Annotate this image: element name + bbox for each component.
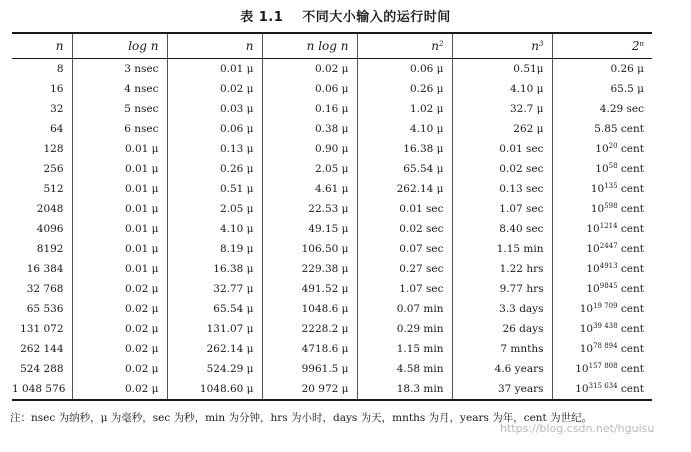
table-cell: 18.3 min bbox=[357, 379, 452, 400]
table-cell: 26 days bbox=[452, 319, 552, 339]
table-cell: 1.07 sec bbox=[357, 279, 452, 299]
table-cell: 106.50 μ bbox=[262, 239, 357, 259]
table-cell: 0.02 μ bbox=[72, 359, 167, 379]
table-row bbox=[12, 379, 652, 400]
table-cell: 0.02 sec bbox=[357, 219, 452, 239]
table-body bbox=[12, 59, 652, 401]
unit-label: cent bbox=[617, 323, 644, 335]
table-cell: 0.51μ bbox=[452, 59, 552, 80]
column-header-two-pow-n bbox=[552, 33, 652, 59]
unit-label: cent bbox=[617, 263, 644, 275]
unit-label: cent bbox=[617, 203, 644, 215]
table-cell: 32 bbox=[50, 103, 64, 115]
table-cell: 0.26 μ bbox=[552, 59, 652, 80]
unit-label: cent bbox=[617, 363, 644, 375]
table-cell: 0.26 μ bbox=[167, 159, 262, 179]
column-header-exponent: 3 bbox=[539, 40, 544, 48]
column-header-log-n bbox=[72, 33, 167, 59]
power-exponent: 135 bbox=[604, 182, 618, 190]
table-row bbox=[12, 99, 652, 119]
table-cell: 16 384 bbox=[26, 263, 64, 275]
unit-label: cent bbox=[617, 143, 644, 155]
table-cell: 0.03 μ bbox=[167, 99, 262, 119]
table-cell: 1.15 min bbox=[357, 339, 452, 359]
table-cell: 0.02 μ bbox=[262, 59, 357, 80]
table-cell: 9.77 hrs bbox=[452, 279, 552, 299]
table-cell: 0.16 μ bbox=[262, 99, 357, 119]
table-cell: 0.07 sec bbox=[357, 239, 452, 259]
power-exponent: 4913 bbox=[599, 262, 618, 270]
table-cell: 49.15 μ bbox=[262, 219, 357, 239]
table-cell bbox=[552, 219, 652, 239]
table-cell: 65.54 μ bbox=[357, 159, 452, 179]
table-cell: 131 072 bbox=[20, 323, 64, 335]
table-row bbox=[12, 119, 652, 139]
table-cell: 2.05 μ bbox=[262, 159, 357, 179]
table-cell: 0.01 sec bbox=[357, 199, 452, 219]
table-cell bbox=[552, 359, 652, 379]
table-cell: 4 nsec bbox=[72, 79, 167, 99]
table-cell: 32.77 μ bbox=[167, 279, 262, 299]
table-cell: 65.54 μ bbox=[167, 299, 262, 319]
power-base: 10 bbox=[579, 303, 594, 315]
table-cell: 262 μ bbox=[452, 119, 552, 139]
table-cell: 2228.2 μ bbox=[262, 319, 357, 339]
table-cell: 0.02 μ bbox=[72, 299, 167, 319]
column-header-n-cubed bbox=[452, 33, 552, 59]
power-base: 10 bbox=[595, 143, 609, 155]
table-cell: 1.02 μ bbox=[357, 99, 452, 119]
column-header-base: log n bbox=[128, 39, 159, 53]
table-cell: 1048.6 μ bbox=[262, 299, 357, 319]
table-cell: 0.01 μ bbox=[72, 239, 167, 259]
table-cell bbox=[552, 279, 652, 299]
table-cell: 0.02 μ bbox=[72, 319, 167, 339]
table-cell: 0.38 μ bbox=[262, 119, 357, 139]
table-cell: 22.53 μ bbox=[262, 199, 357, 219]
table-cell bbox=[552, 139, 652, 159]
table-cell: 0.26 μ bbox=[357, 79, 452, 99]
column-header-base: n log n bbox=[306, 39, 349, 53]
table-cell: 0.29 min bbox=[357, 319, 452, 339]
table-row bbox=[12, 139, 652, 159]
column-header-n bbox=[12, 33, 72, 59]
column-header-base: n bbox=[431, 39, 440, 53]
table-cell: 1 048 576 bbox=[12, 383, 66, 395]
table-cell: 0.13 sec bbox=[452, 179, 552, 199]
footnote: 注：nsec 为纳秒，μ 为毫秒，sec 为秒，min 为分钟，hrs 为小时，days 为天，mnths 为月，years 为年，cent 为世纪。 bbox=[10, 412, 593, 424]
table-cell: 7 mnths bbox=[452, 339, 552, 359]
table-cell: 0.90 μ bbox=[262, 139, 357, 159]
table-cell: 16 bbox=[50, 83, 64, 95]
power-base: 10 bbox=[590, 203, 605, 215]
table-cell: 262.14 μ bbox=[167, 339, 262, 359]
table-row bbox=[12, 239, 652, 259]
column-header-exponent: 2 bbox=[439, 40, 444, 48]
table-cell bbox=[552, 319, 652, 339]
column-header-base: 2 bbox=[631, 39, 640, 53]
table-cell: 32 768 bbox=[26, 283, 64, 295]
table-cell: 524 288 bbox=[20, 363, 64, 375]
table-row bbox=[12, 359, 652, 379]
power-base: 10 bbox=[590, 183, 605, 195]
table-cell: 64 bbox=[50, 123, 64, 135]
table-cell: 2.05 μ bbox=[167, 199, 262, 219]
table-cell: 16.38 μ bbox=[357, 139, 452, 159]
column-header-exponent: n bbox=[639, 40, 644, 48]
power-exponent: 39 438 bbox=[593, 322, 618, 330]
unit-label: cent bbox=[617, 303, 644, 315]
table-cell bbox=[552, 379, 652, 400]
table-cell: 262 144 bbox=[20, 343, 64, 355]
table-cell: 5.85 cent bbox=[552, 119, 652, 139]
table-cell: 0.01 μ bbox=[72, 219, 167, 239]
table-title: 不同大小输入的运行时间 bbox=[302, 10, 451, 25]
table-cell bbox=[552, 159, 652, 179]
table-cell: 524.29 μ bbox=[167, 359, 262, 379]
table-cell: 0.01 μ bbox=[72, 139, 167, 159]
table-number: 表 1.1 bbox=[240, 10, 284, 25]
table-row bbox=[12, 159, 652, 179]
table-cell: 0.01 μ bbox=[72, 259, 167, 279]
table-caption bbox=[0, 6, 691, 25]
table-cell bbox=[552, 339, 652, 359]
table-cell: 65 536 bbox=[26, 303, 64, 315]
table-cell: 128 bbox=[43, 143, 64, 155]
table-cell: 0.06 μ bbox=[167, 119, 262, 139]
table-cell bbox=[552, 259, 652, 279]
table-cell: 5 nsec bbox=[72, 99, 167, 119]
table-row bbox=[12, 279, 652, 299]
power-exponent: 1214 bbox=[599, 222, 618, 230]
power-exponent: 58 bbox=[608, 162, 618, 170]
power-exponent: 598 bbox=[604, 202, 618, 210]
table-cell: 0.06 μ bbox=[262, 79, 357, 99]
table-cell: 0.01 μ bbox=[72, 159, 167, 179]
table-row bbox=[12, 79, 652, 99]
unit-label: cent bbox=[617, 243, 644, 255]
power-exponent: 2447 bbox=[599, 242, 618, 250]
table-cell: 0.06 μ bbox=[357, 59, 452, 80]
table-cell: 4.6 years bbox=[452, 359, 552, 379]
table-row bbox=[12, 299, 652, 319]
header-row bbox=[12, 33, 652, 59]
table-cell: 491.52 μ bbox=[262, 279, 357, 299]
table-cell: 20 972 μ bbox=[262, 379, 357, 400]
table-cell: 4.10 μ bbox=[167, 219, 262, 239]
unit-label: cent bbox=[617, 283, 644, 295]
unit-label: cent bbox=[617, 343, 644, 355]
table-cell bbox=[552, 299, 652, 319]
table-cell: 262.14 μ bbox=[357, 179, 452, 199]
column-header-n-log-n bbox=[262, 33, 357, 59]
table-cell: 4.58 min bbox=[357, 359, 452, 379]
table-cell: 0.51 μ bbox=[167, 179, 262, 199]
table-cell: 3 nsec bbox=[72, 59, 167, 80]
table-cell: 1048.60 μ bbox=[167, 379, 262, 400]
table-cell: 0.13 μ bbox=[167, 139, 262, 159]
table-cell: 0.02 μ bbox=[167, 79, 262, 99]
power-base: 10 bbox=[595, 163, 609, 175]
table-row bbox=[12, 319, 652, 339]
power-base: 10 bbox=[586, 223, 600, 235]
table-cell: 512 bbox=[43, 183, 64, 195]
table-cell: 0.01 μ bbox=[167, 59, 262, 80]
table-cell: 0.07 min bbox=[357, 299, 452, 319]
column-header-linear-n bbox=[167, 33, 262, 59]
table-cell: 0.01 μ bbox=[72, 179, 167, 199]
power-base: 10 bbox=[586, 243, 600, 255]
table-cell: 4.10 μ bbox=[452, 79, 552, 99]
table-cell: 8 bbox=[56, 63, 64, 75]
unit-label: cent bbox=[617, 383, 644, 395]
table-cell: 4.61 μ bbox=[262, 179, 357, 199]
table-cell: 8.19 μ bbox=[167, 239, 262, 259]
table-cell: 32.7 μ bbox=[452, 99, 552, 119]
table-cell: 2048 bbox=[36, 203, 64, 215]
table-cell: 16.38 μ bbox=[167, 259, 262, 279]
power-base: 10 bbox=[579, 343, 594, 355]
table-cell: 4.29 sec bbox=[552, 99, 652, 119]
power-exponent: 315 634 bbox=[588, 382, 618, 390]
runtime-table bbox=[12, 32, 652, 401]
table-cell: 4718.6 μ bbox=[262, 339, 357, 359]
table-cell bbox=[552, 179, 652, 199]
unit-label: cent bbox=[617, 223, 644, 235]
column-header-n-squared bbox=[357, 33, 452, 59]
power-exponent: 78 894 bbox=[593, 342, 618, 350]
table-cell: 8192 bbox=[36, 243, 64, 255]
unit-label: cent bbox=[617, 163, 644, 175]
table-cell: 0.02 μ bbox=[72, 339, 167, 359]
column-header-base: n bbox=[245, 39, 254, 53]
table-cell: 65.5 μ bbox=[552, 79, 652, 99]
table-cell: 9961.5 μ bbox=[262, 359, 357, 379]
power-exponent: 157 808 bbox=[588, 362, 618, 370]
table-cell: 131.07 μ bbox=[167, 319, 262, 339]
table-cell: 1.07 sec bbox=[452, 199, 552, 219]
table-cell: 0.01 sec bbox=[452, 139, 552, 159]
power-exponent: 20 bbox=[608, 142, 618, 150]
table-cell: 0.02 μ bbox=[72, 279, 167, 299]
power-base: 10 bbox=[575, 383, 589, 395]
column-header-base: n bbox=[531, 39, 540, 53]
table-cell: 6 nsec bbox=[72, 119, 167, 139]
column-header-base: n bbox=[55, 39, 64, 53]
power-base: 10 bbox=[586, 263, 600, 275]
table-cell: 0.02 sec bbox=[452, 159, 552, 179]
table-cell: 8.40 sec bbox=[452, 219, 552, 239]
table-row bbox=[12, 59, 652, 80]
table-cell: 0.02 μ bbox=[72, 379, 167, 400]
table-cell: 1.15 min bbox=[452, 239, 552, 259]
table-row bbox=[12, 179, 652, 199]
table-cell: 0.01 μ bbox=[72, 199, 167, 219]
table-cell: 229.38 μ bbox=[262, 259, 357, 279]
table-row bbox=[12, 339, 652, 359]
table-row bbox=[12, 199, 652, 219]
watermark: https://blog.csdn.net/hguisu bbox=[500, 422, 655, 435]
table-cell: 1.22 hrs bbox=[452, 259, 552, 279]
table-cell: 256 bbox=[43, 163, 64, 175]
table-cell bbox=[552, 199, 652, 219]
table-cell bbox=[552, 239, 652, 259]
table-row bbox=[12, 259, 652, 279]
table-cell: 3.3 days bbox=[452, 299, 552, 319]
unit-label: cent bbox=[617, 183, 644, 195]
power-base: 10 bbox=[575, 363, 589, 375]
table-cell: 4096 bbox=[36, 223, 64, 235]
table-cell: 4.10 μ bbox=[357, 119, 452, 139]
power-exponent: 9845 bbox=[599, 282, 618, 290]
power-exponent: 19 709 bbox=[593, 302, 618, 310]
power-base: 10 bbox=[579, 323, 594, 335]
table-row bbox=[12, 219, 652, 239]
table-cell: 0.27 sec bbox=[357, 259, 452, 279]
power-base: 10 bbox=[586, 283, 600, 295]
table-cell: 37 years bbox=[452, 379, 552, 400]
